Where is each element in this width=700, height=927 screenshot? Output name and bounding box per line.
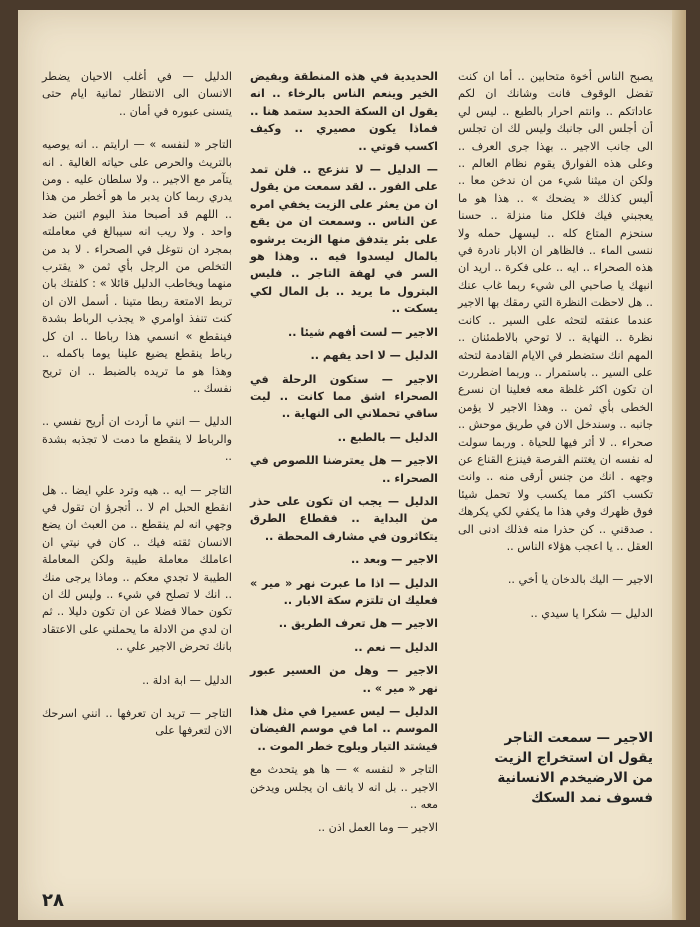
paragraph: الدليل — يجب ان تكون على حذر من البداية .. فقطاع الطرق يتكاثرون في مشارف المحطة ..: [250, 494, 438, 543]
paragraph: الدليل — نعم ..: [354, 640, 438, 654]
paragraph: الاجير — هل يعترضنا اللصوص في الصحراء ..: [250, 454, 438, 485]
paragraph: التاجر — ايه .. هيه وترد علي ايضا .. هل انقطع الحبل ام لا .. أتجرؤ ان تقول في وجهي انه لم ينقطع .. من العبث ان يضع الانسان ثقته فيك .. كان في نيتي ان اعاملك معاملة طيبة ولكن المعاملة الطيبة لا تجدي معكم .. وماذا يرجى منك .. انك لا تصلح في شيء .. وليس لك ان تكون حمالا فضلا عن ان تكون دليلا .. ثم ان لدي من الادلة ما يحملني على الاعتقاد بانك تحرض الاجير علي ..: [42, 483, 232, 654]
paragraph: الاجير — وما العمل اذن ..: [318, 821, 438, 835]
paragraph: — الدليل — لا تنزعج .. فلن تمد على الفور .. لقد سمعت من يقول ان من يعثر على الزيت يخفي امره عن الناس .. وسمعت ان من يقع على بئر يتدفق منها الزيت يرشوه بالمال ليسدوا فيه .. وهذا هو السر في لهفة التاجر .. فليس البترول ما يريد .. بل المال لكي يسكت ..: [250, 163, 438, 316]
paragraph: الحديدية في هذه المنطقة وبفيض الخير وينعم الناس بالرخاء .. انه يقول ان السكة الحديد ستمد هنا .. فماذا يكون مصيري .. وكيف اكسب قوتي ..: [250, 70, 438, 153]
middle-column: [250, 68, 438, 835]
paragraph: الاجير — ستكون الرحلة في الصحراء اشق مما كانت .. ليت ساقي تحملاني الى النهاية ..: [250, 372, 438, 421]
paragraph: الدليل — ليس عسيرا في مثل هذا الموسم .. اما في موسم الفيضان فيشتد التيار ويلوح خطر الموت ..: [250, 705, 438, 753]
paragraph: الدليل — بالطبع ..: [337, 430, 438, 444]
paragraph: الاجير — اليك بالدخان يا أخي ..: [507, 573, 653, 587]
right-column: [458, 68, 653, 788]
paragraph: الدليل — لا احد يفهم ..: [310, 349, 438, 363]
paragraph: الدليل — انني ما أردت ان أريح نفسي .. والرباط لا ينقطع ما دمت لا تجذبه بشدة ..: [42, 415, 232, 464]
paragraph: الدليل — اذا ما عبرت نهر « مير » فعليك ان تلتزم سكة الابار ..: [250, 576, 438, 607]
paragraph: الدليل — في أغلب الاحيان يضطر الانسان الى الانتظار ثمانية ايام حتى يتسنى عبوره في أمان ..: [42, 70, 232, 118]
paragraph: الاجير — هل تعرف الطريق ..: [278, 617, 438, 631]
page-spine: [672, 10, 686, 920]
paragraph: التاجر « لنفسه » — ها هو يتحدث مع الاجير .. بل انه لا يانف ان يجلس ويدخن معه ..: [250, 763, 438, 812]
paragraph: الدليل — شكرا يا سيدي ..: [530, 606, 653, 620]
left-column: [42, 68, 232, 788]
paragraph: يصبح الناس أخوة متحابين .. أما ان كنت تفضل الوقوف فانت وشانك ان لكم عاداتكم .. وانتم احرار بالطبع .. ليس لي أن أجلس الى جانبك وليس لك ان تجلس الى جانب الاجير .. بهذا جرى العرف .. وعلى هذه الفوارق يقوم نظام العالم .. ولكن ان ميثنا شيء من ان ندخن معا .. أليس كذلك « يضحك » .. هذا هو ما يعجبني فيك فلكل منا منزلة .. حسنا سنحزم المتاع كله .. ليسهل حمله ولا ننسى الماء .. فالظاهر ان الابار نادرة في هذه الصحراء .. ايه .. على فكرة .. اريد ان انبهك يا صاحبي الى شيء ربما غاب عنك .. هل لاحظت النظرة التي رمقك بها الاجير عندما عنفته لتحثه على السير .. كانت نظرة .. النهاية .. لا توحي بالاطمئنان .. المهم انك ستضطر في الايام القادمة لتحثه على السير .. باستمرار .. وربما اضطررت ان تكون اكثر غلظة معه فعلينا ان نسرع الخطى بأي ثمن .. وهذا الاجير لا يؤمن جانبه .. وسندخل الان في طريق موحش .. صحراء .. لا أثر فيها للحياة . وربما سولت له نفسه ان يغتنم الفرصة فينزع القناع عن وجهه . انك من جنس أرقى منه .. وانت تكسب اكثر مما يكسب ولا تحمل شيئا فوق ظهرك وفي هذا ما يكفي لكي يكرهك . صدقني .. كن حذرا منه فذلك ادنى الى العقل .. يا اعجب هؤلاء الناس ..: [458, 70, 653, 553]
right-column-bold-ending: الاجير — سمعت التاجر يقول ان استخراج الزيت من الارضيخدم الانسانية فسوف نمد السكك: [494, 730, 653, 806]
page-number: ٢٨: [42, 890, 64, 911]
paragraph: الدليل — ابة ادلة ..: [142, 673, 232, 687]
magazine-page: [18, 10, 686, 920]
paragraph: الاجير — لست أفهم شيئا ..: [288, 325, 438, 339]
paragraph: الاجير — وهل من العسير عبور نهر « مير » ..: [250, 664, 438, 695]
paragraph: الاجير — وبعد ..: [350, 553, 438, 567]
paragraph: التاجر « لنفسه » — ارايتم .. انه يوصيه بالتريث والحرص على حياته الغالية . انه يتآمر مع الاجير .. ولا سلطان عليه . ومن يدري ربما كان يدبر ما هو أخطر من هذا .. اللهم قد أصبحا منذ اليوم اثنين ضد واحد . ولا ريب انه سيبالغ في معاملته بمجرد ان نتوغل في الصحراء . لا بد من التخلص من الرجل بأي ثمن « يقترب منهما ويخاطب الدليل قائلا » : كلفتك بان تربط الامتعة ربطا متينا . أسمل الان ان كنت تنفذ اوامري « يجذب الرباط بشدة فينقطع » انسمي هذا رباطا .. ان كل رباط ينقطع يضيع علينا يوما باكمله .. وهذا هو ما تريده بالضبط .. ان تريح نفسك ..: [42, 138, 232, 395]
paragraph: التاجر — تريد ان تعرفها .. انني اسرحك الان لتعرفها على: [42, 707, 232, 738]
